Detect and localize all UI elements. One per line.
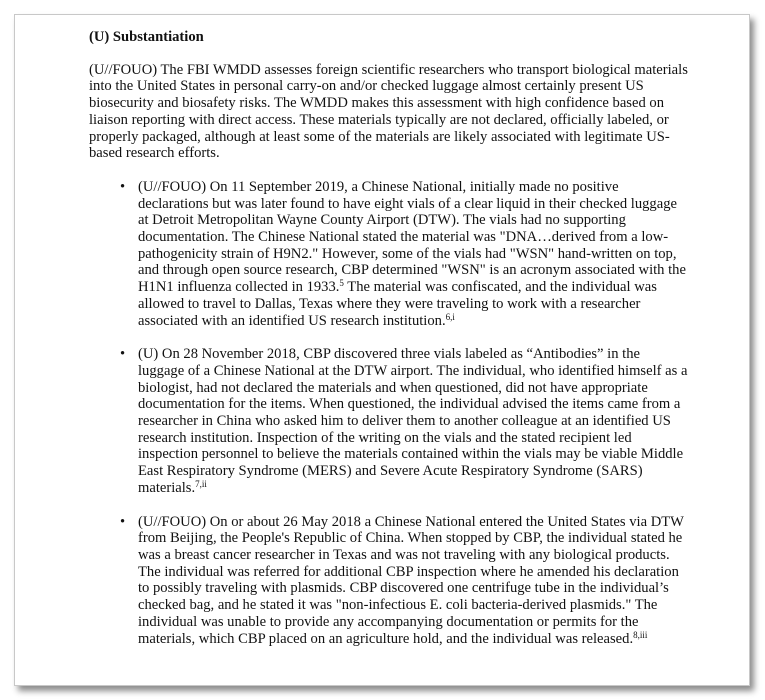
document-content: [89, 29, 689, 664]
section-heading: (U) Substantiation: [89, 29, 204, 45]
footnote-ref: 7,ii: [195, 478, 207, 489]
footnote-ref: 5: [339, 278, 344, 289]
footnote-ref: 8,iii: [633, 629, 648, 640]
incident-text: (U//FOUO) On or about 26 May 2018 a Chinese National entered the United States via DTW from Beijing, the People's Republic of China. When stopped by CBP, the individual stated he was a breast cancer researcher in Texas and was not traveling with any biological products. The individual was referred for additional CBP inspection where he amended his declaration to possibly traveling with plasmids. CBP discovered one centrifuge tube in the individual’s checked bag, and he stated it was "non-infectious E. coli bacteria-derived plasmids." The individual was unable to provide any accompanying documentation or permits for the materials, which CBP placed on an agriculture hold, and the individual was released.: [138, 513, 684, 647]
bullet-icon: •: [120, 178, 126, 195]
incident-list: [89, 179, 689, 647]
footnote-ref: 6,i: [445, 311, 455, 322]
bullet-icon: •: [120, 513, 126, 530]
incident-text: (U) On 28 November 2018, CBP discovered three vials labeled as “Antibodies” in the luggage of a Chinese National at the DTW airport. The individual, who identified himself as a biologist, had not declared the materials and when questioned, did not have appropriate documentation for the items. When questioned, the individual advised the items came from a researcher in China who asked him to deliver them to another colleague at an identified US research institution. Inspection of the writing on the vials and the stated recipient led inspection personnel to believe the materials contained within the vials may be viable Middle East Respiratory Syndrome (MERS) and Severe Acute Respiratory Syndrome (SARS) materials.: [138, 346, 688, 496]
bullet-icon: •: [120, 346, 126, 363]
document-page: [14, 14, 750, 686]
incident-item: [89, 346, 689, 496]
incident-text: (U//FOUO) On 11 September 2019, a Chinese National, initially made no positive declarations but was later found to have eight vials of a clear liquid in their checked luggage at Detroit Metropolitan Wayne County Airport (DTW). The vials had no supporting documentation. The Chinese National stated the material was "DNA…derived from a low-pathogenicity strain of H9N2." However, some of the vials had "WSN" hand-written on top, and through open source research, CBP determined "WSN" is an acronym associated with the H1N1 influenza collected in 1933.: [138, 178, 686, 296]
intro-paragraph: (U//FOUO) The FBI WMDD assesses foreign scientific researchers who transport biological materials into the United States in personal carry-on and/or checked luggage almost certainly present US biosecurity and biosafety risks. The WMDD makes this assessment with high confidence based on liaison reporting with direct access. These materials typically are not declared, officially labeled, or properly packaged, although at least some of the materials are likely associated with legitimate US-based research efforts.: [89, 61, 688, 162]
incident-text-continued: The material was confiscated, and the individual was allowed to travel to Dallas, Texas where they were traveling to work with a researcher associated with an identified US research institution.: [138, 279, 657, 329]
incident-item: [89, 179, 689, 329]
incident-item: [89, 514, 689, 648]
